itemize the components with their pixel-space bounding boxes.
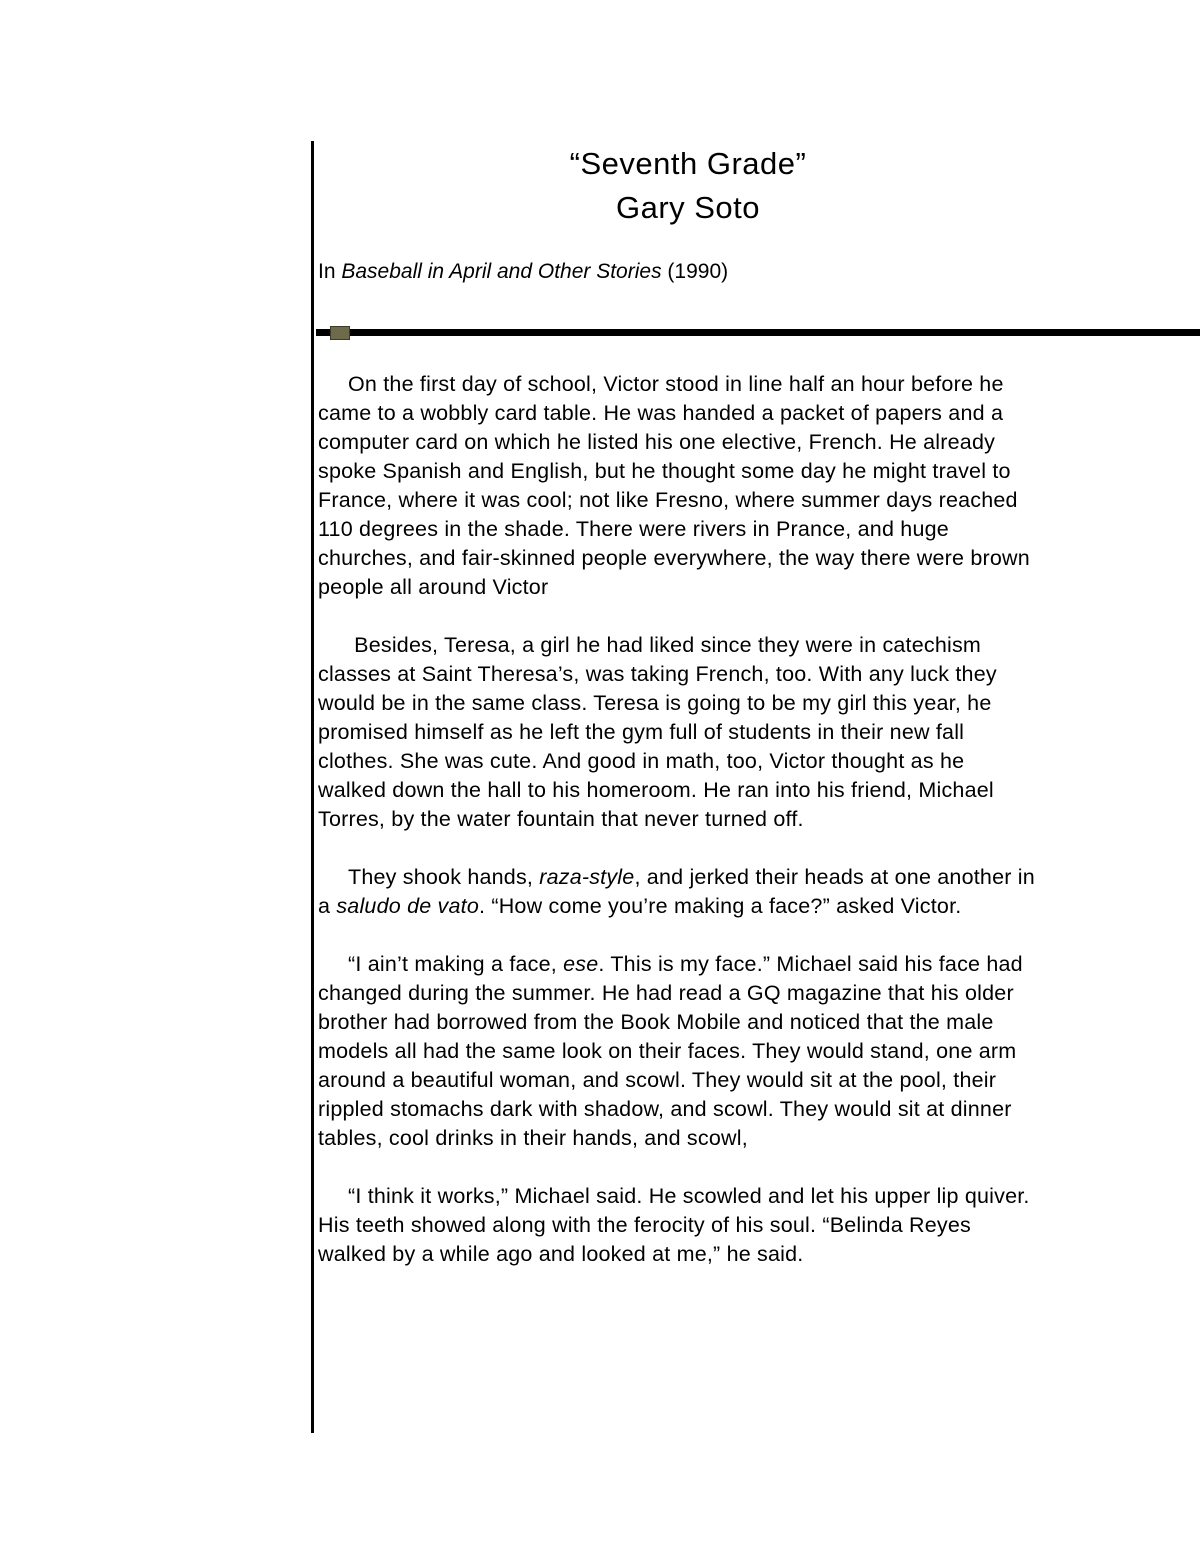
paragraph-3: They shook hands, raza-style, and jerked their heads at one another in a saludo de vato. “How come you’re making a face?” asked Victor. [318,865,1035,918]
source-citation [318,257,728,287]
source-year: (1990) [661,260,729,283]
paragraph-1: On the first day of school, Victor stood in line half an hour before he came to a wobbly card table. He was handed a packet of papers and a computer card on which he listed his one elective, French. He already spoke Spanish and English, but he thought some day he might travel to France, where it was cool; not like Fresno, where summer days reached 110 degrees in the shade. There were rivers in Prance, and huge churches, and fair-skinned people everywhere, the way there were brown people all around Victor [318,372,1030,599]
story-title: “Seventh Grade” [569,146,807,181]
book-title: Baseball in April and Other Stories [341,260,662,283]
paragraph-4: “I ain’t making a face, ese. This is my face.” Michael said his face had changed during the summer. He had read a GQ magazine that his older brother had borrowed from the Book Mobile and noticed that the male models all had the same look on their faces. They would stand, one arm around a beautiful woman, and scowl. They would sit at the pool, their rippled stomachs dark with shadow, and scowl. They would sit at dinner tables, cool drinks in their hands, and scowl, [318,952,1023,1150]
title-block [318,142,1058,230]
story-body [318,370,1038,1298]
divider-line [316,329,1200,336]
paragraph-2: Besides, Teresa, a girl he had liked since they were in catechism classes at Saint Theresa’s, was taking French, too. With any luck they would be in the same class. Teresa is going to be my girl this year, he promised himself as he left the gym full of students in their new fall clothes. She was cute. And good in math, too, Victor thought as he walked down the hall to his homeroom. He ran into his friend, Michael Torres, by the water fountain that never turned off. [318,633,997,831]
section-divider [316,326,1200,340]
left-margin-rule [311,141,314,1433]
paragraph-5: “I think it works,” Michael said. He scowled and let his upper lip quiver. His teeth showed along with the ferocity of his soul. “Belinda Reyes walked by a while ago and looked at me,” he said. [318,1184,1030,1266]
source-prefix: In [318,260,342,283]
divider-square-icon [330,326,350,340]
story-author: Gary Soto [615,190,761,225]
